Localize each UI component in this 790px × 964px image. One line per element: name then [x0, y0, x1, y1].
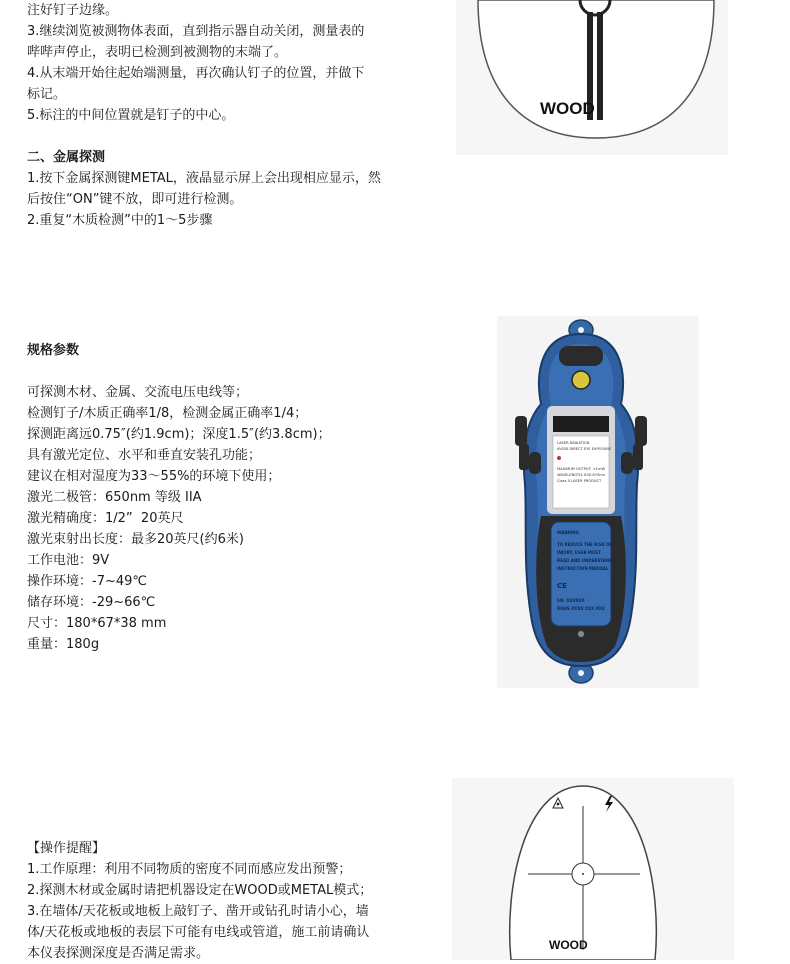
spec-line: 工作电池：9V — [27, 553, 110, 568]
warning-label-line: INSTRUCTION MANUAL — [557, 566, 609, 571]
step-line: 后按住“ON”键不放，即可进行检测。 — [27, 192, 243, 207]
warning-label-line: SN: XXXXXX — [557, 598, 585, 603]
stud-finder-back-photo — [497, 316, 699, 688]
wood-detection-steps — [27, 0, 407, 126]
warning-label-line: TO REDUCE THE RISK OF — [557, 542, 613, 547]
laser-label-line: Class II LASER PRODUCT — [557, 479, 602, 483]
metal-detection-title: 二、金属探测 — [27, 150, 106, 165]
specs-section — [27, 340, 407, 655]
spec-line: 激光精确度：1/2” 20英尺 — [27, 511, 184, 526]
spec-line: 建议在相对湿度为33～55%的环境下使用； — [27, 469, 281, 484]
step-line: 1.按下金属探测键METAL，液晶显示屏上会出现相应显示，然 — [27, 171, 381, 186]
ce-mark: CE — [557, 582, 567, 590]
warning-label-line: ROHS XXXX XXX XXX — [557, 606, 605, 611]
metal-detection-section — [27, 147, 407, 231]
step-line: 4.从末端开始往起始端测量，再次确认钉子的位置，并做下 — [27, 66, 365, 81]
laser-label-line: AVOID DIRECT EYE EXPOSURE — [557, 447, 612, 451]
step-line: 哔哔声停止，表明已检测到被测物的末端了。 — [27, 45, 288, 60]
spec-line: 重量：180g — [27, 637, 100, 652]
spec-line: 尺寸：180*67*38 mm — [27, 616, 167, 631]
wood-label: WOOD — [540, 99, 595, 118]
spec-line: 可探测木材、金属、交流电压电线等； — [27, 385, 249, 400]
spec-line: 具有激光定位、水平和垂直安装孔功能； — [27, 448, 262, 463]
laser-warning-icon — [557, 456, 561, 460]
specs-title: 规格参数 — [27, 343, 80, 358]
spec-line: 探测距离远0.75″(约1.9cm)；深度1.5″(约3.8cm)； — [27, 427, 331, 442]
crosshair-dial-svg — [452, 778, 734, 960]
warning-label-line: READ AND UNDERSTAND — [557, 558, 613, 563]
tips-title: 【操作提醒】 — [27, 841, 106, 856]
tip-line: 体/天花板或地板的表层下可能有电线或管道，施工前请确认 — [27, 925, 370, 940]
spec-line: 储存环境：-29~66℃ — [27, 595, 156, 610]
laser-label-line: LASER RADIATION — [557, 441, 590, 445]
tip-line: 2.探测木材或金属时请把机器设定在WOOD或METAL模式； — [27, 883, 373, 898]
laser-label-line: MAXIMUM OUTPUT: <1mW — [557, 467, 606, 471]
warning-label-line: WARNING — [557, 530, 579, 535]
tip-line: 本仪表探测深度是否满足需求。 — [27, 946, 210, 961]
spec-line: 检测钉子/木质正确率1/8，检测金属正确率1/4； — [27, 406, 308, 421]
step-line: 2.重复“木质检测”中的1～5步骤 — [27, 213, 213, 228]
spec-line: 激光束射出长度：最多20英尺(约6米) — [27, 532, 244, 547]
stud-finder-svg — [497, 316, 699, 688]
wood-dial-svg — [456, 0, 728, 155]
step-line: 5.标注的中间位置就是钉子的中心。 — [27, 108, 235, 123]
wood-dial-illustration-top — [456, 0, 728, 155]
wood-label: WOOD — [549, 938, 588, 952]
warning-label-line: INJURY, USER MUST — [557, 550, 601, 555]
operation-tips-section — [27, 838, 407, 964]
tip-line: 1.工作原理：利用不同物质的密度不同而感应发出预警； — [27, 862, 352, 877]
step-line: 3.继续浏览被测物体表面，直到指示器自动关闭，测量表的 — [27, 24, 365, 39]
laser-label-line: WAVELENGTH: 630-670nm — [557, 473, 605, 477]
step-line: 注好钉子边缘。 — [27, 3, 119, 18]
tip-line: 3.在墙体/天花板或地板上敲钉子、凿开或钻孔时请小心，墙 — [27, 904, 369, 919]
spec-line: 操作环境：-7~49℃ — [27, 574, 147, 589]
step-line: 标记。 — [27, 87, 67, 102]
wood-dial-illustration-bottom — [452, 778, 734, 960]
spec-line: 激光二极管：650nm 等级 IIA — [27, 490, 202, 505]
